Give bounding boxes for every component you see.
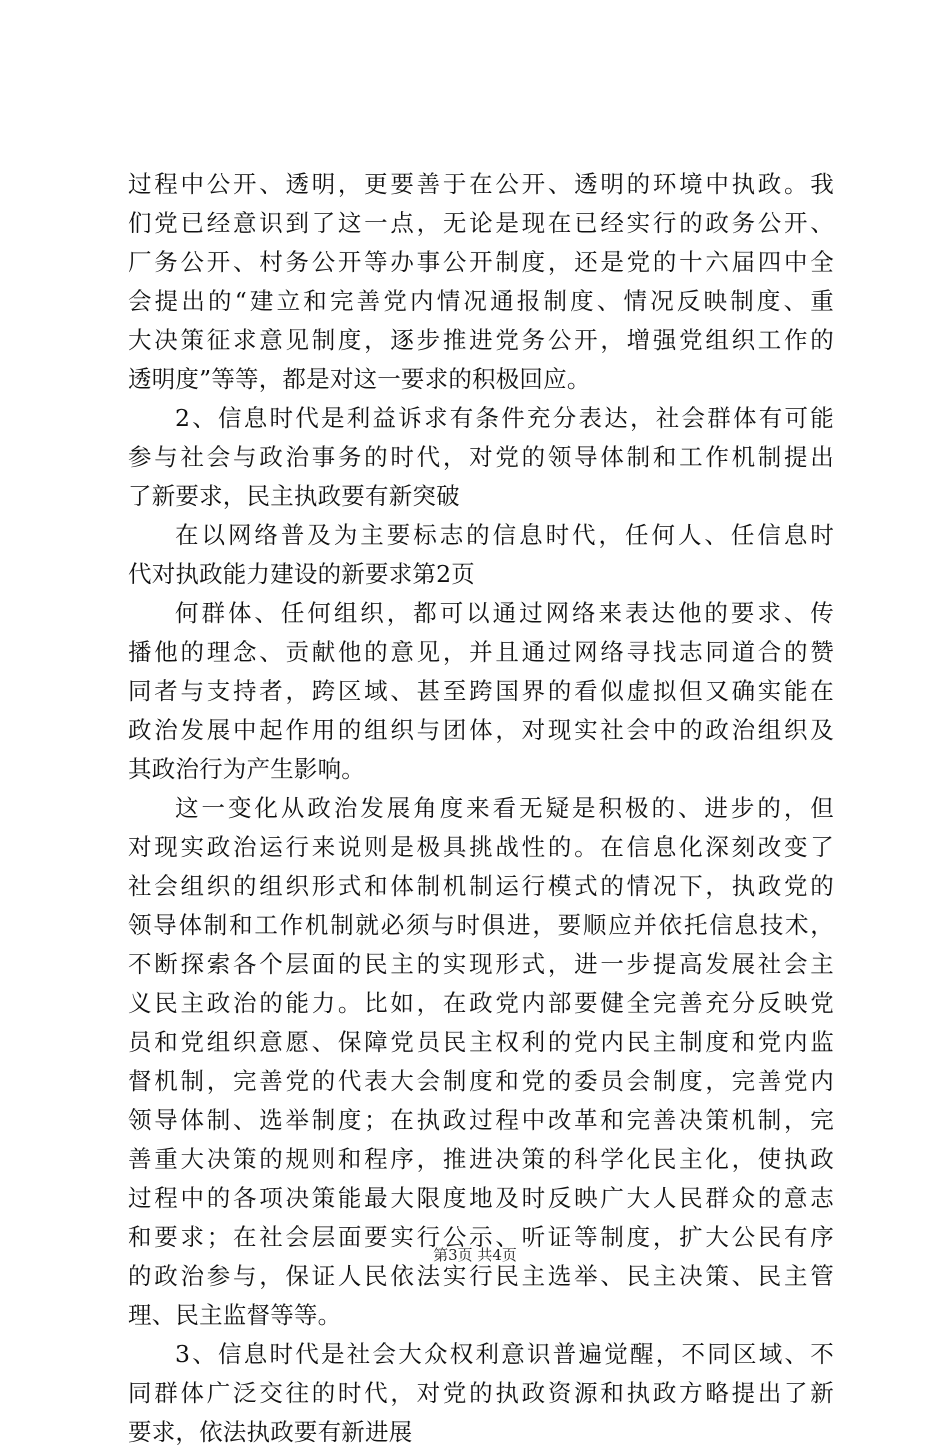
text-line: 代对执政能力建设的新要求第2页 (128, 560, 475, 588)
text-line: 对现实政治运行来说则是极具挑战性的。在信息化深刻改变了 (128, 833, 834, 861)
text-line: 播他的理念、贡献他的意见，并且通过网络寻找志同道合的赞 (128, 638, 834, 666)
text-line: 会提出的“建立和完善党内情况通报制度、情况反映制度、重 (128, 287, 834, 315)
text-line: 在以网络普及为主要标志的信息时代，任何人、任信息时 (175, 521, 834, 549)
text-line: 要求，依法执政要有新进展 (128, 1418, 413, 1446)
text-line: 同者与支持者，跨区域、甚至跨国界的看似虚拟但又确实能在 (128, 677, 834, 705)
text-line: 不断探索各个层面的民主的实现形式，进一步提高发展社会主 (128, 950, 834, 978)
text-line: 同群体广泛交往的时代，对党的执政资源和执政方略提出了新 (128, 1379, 834, 1407)
text-line: 过程中的各项决策能最大限度地及时反映广大人民群众的意志 (128, 1184, 834, 1212)
text-line: 3、信息时代是社会大众权利意识普遍觉醒，不同区域、不 (175, 1340, 834, 1368)
text-line: 政治发展中起作用的组织与团体，对现实社会中的政治组织及 (128, 716, 834, 744)
text-line: 员和党组织意愿、保障党员民主权利的党内民主制度和党内监 (128, 1028, 834, 1056)
text-line: 领导体制、选举制度；在执政过程中改革和完善决策机制，完 (128, 1106, 834, 1134)
text-line: 其政治行为产生影响。 (128, 755, 365, 783)
text-line: 义民主政治的能力。比如，在政党内部要健全完善充分反映党 (128, 989, 834, 1017)
text-line: 过程中公开、透明，更要善于在公开、透明的环境中执政。我 (128, 170, 834, 198)
text-line: 厂务公开、村务公开等办事公开制度，还是党的十六届四中全 (128, 248, 834, 276)
text-line: 督机制，完善党的代表大会制度和党的委员会制度，完善党内 (128, 1067, 834, 1095)
text-line: 和要求；在社会层面要实行公示、听证等制度，扩大公民有序 (128, 1223, 834, 1251)
text-line: 善重大决策的规则和程序，推进决策的科学化民主化，使执政 (128, 1145, 834, 1173)
text-line: 这一变化从政治发展角度来看无疑是积极的、进步的，但 (175, 794, 834, 822)
text-line: 理、民主监督等等。 (128, 1301, 342, 1329)
page-footer: 第3页 共4页 (433, 1246, 517, 1264)
text-line: 社会组织的组织形式和体制机制运行模式的情况下，执政党的 (128, 872, 834, 900)
text-line: 领导体制和工作机制就必须与时俱进，要顺应并依托信息技术， (128, 911, 834, 939)
text-line: 2、信息时代是利益诉求有条件充分表达，社会群体有可能 (175, 404, 834, 432)
text-line: 透明度”等等，都是对这一要求的积极回应。 (128, 365, 591, 393)
text-line: 何群体、任何组织，都可以通过网络来表达他的要求、传 (175, 599, 834, 627)
text-line: 大决策征求意见制度，逐步推进党务公开，增强党组织工作的 (128, 326, 834, 354)
text-line: 们党已经意识到了这一点，无论是现在已经实行的政务公开、 (128, 209, 834, 237)
text-line: 了新要求，民主执政要有新突破 (128, 482, 460, 510)
text-line: 的政治参与，保证人民依法实行民主选举、民主决策、民主管 (128, 1262, 834, 1290)
text-line: 参与社会与政治事务的时代，对党的领导体制和工作机制提出 (128, 443, 834, 471)
